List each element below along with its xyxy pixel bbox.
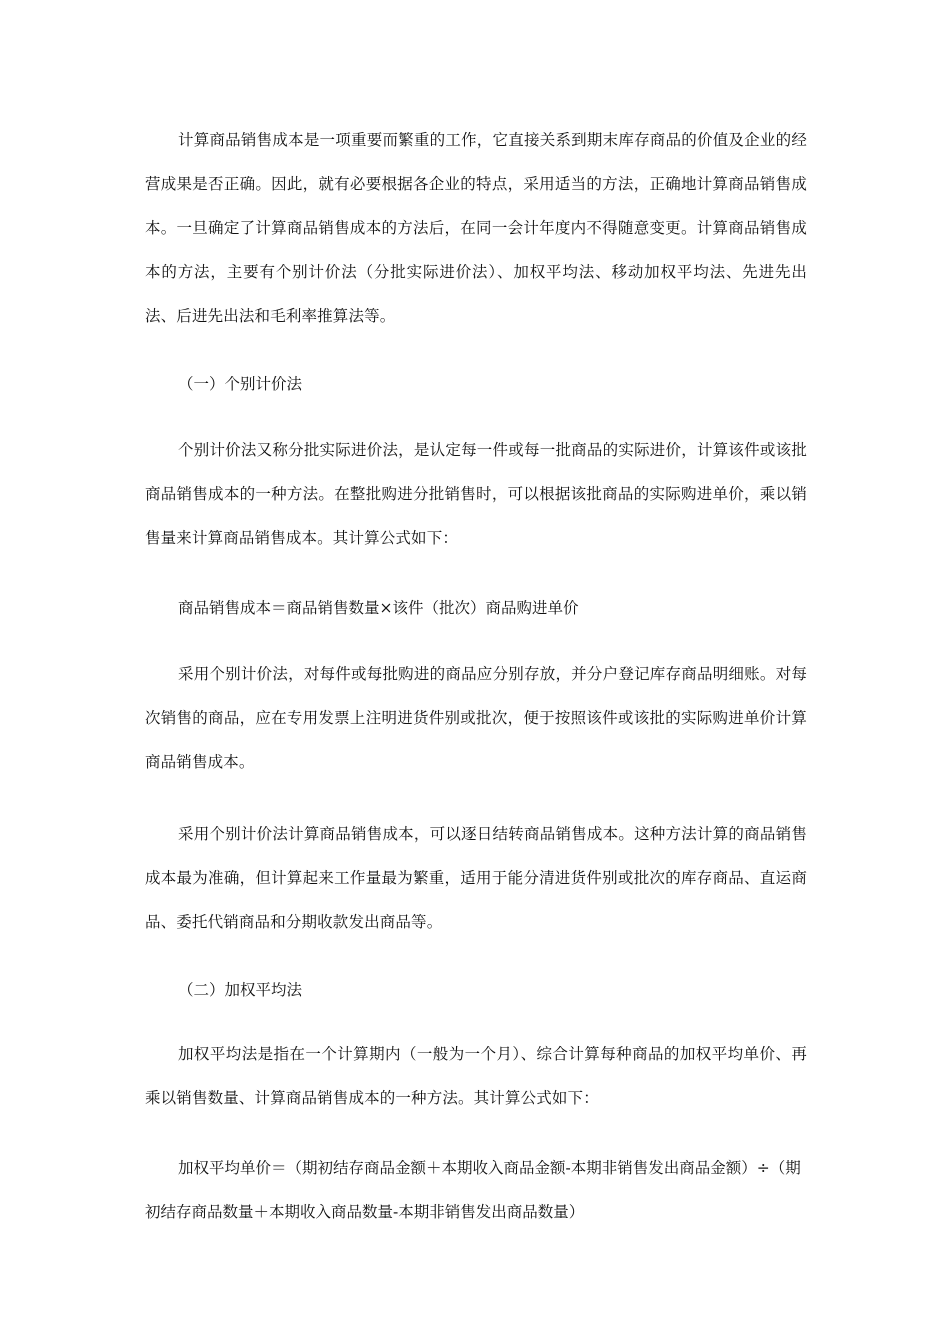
weighted-average-formula: 加权平均单价＝（期初结存商品金额＋本期收入商品金额-本期非销售发出商品金额）÷（期初结存商品数量＋本期收入商品数量-本期非销售发出商品数量） [145, 1159, 801, 1221]
individual-pricing-formula: 商品销售成本＝商品销售数量×该件（批次）商品购进单价 [178, 599, 579, 617]
weighted-average-definition-paragraph: 加权平均法是指在一个计算期内（一般为一个月）、综合计算每种商品的加权平均单价、再乘以销售数量、计算商品销售成本的一种方法。其计算公式如下： [145, 1045, 807, 1107]
section-heading-weighted-average: （二）加权平均法 [178, 981, 303, 999]
individual-pricing-definition-paragraph: 个别计价法又称分批实际进价法，是认定每一件或每一批商品的实际进价，计算该件或该批商品销售成本的一种方法。在整批购进分批销售时，可以根据该批商品的实际购进单价，乘以销售量来计算商品销售成本。其计算公式如下： [145, 441, 807, 547]
individual-pricing-storage-paragraph: 采用个别计价法，对每件或每批购进的商品应分别存放，并分户登记库存商品明细账。对每次销售的商品，应在专用发票上注明进货件别或批次，便于按照该件或该批的实际购进单价计算商品销售成本。 [145, 665, 807, 771]
section-heading-individual-pricing: （一）个别计价法 [178, 375, 303, 393]
individual-pricing-applicability-paragraph: 采用个别计价法计算商品销售成本，可以逐日结转商品销售成本。这种方法计算的商品销售成本最为准确，但计算起来工作量最为繁重，适用于能分清进货件别或批次的库存商品、直运商品、委托代销商品和分期收款发出商品等。 [145, 825, 807, 931]
intro-paragraph: 计算商品销售成本是一项重要而繁重的工作，它直接关系到期末库存商品的价值及企业的经营成果是否正确。因此，就有必要根据各企业的特点，采用适当的方法，正确地计算商品销售成本。一旦确定了计算商品销售成本的方法后，在同一会计年度内不得随意变更。计算商品销售成本的方法，主要有个别计价法（分批实际进价法）、加权平均法、移动加权平均法、先进先出法、后进先出法和毛利率推算法等。 [145, 131, 807, 325]
